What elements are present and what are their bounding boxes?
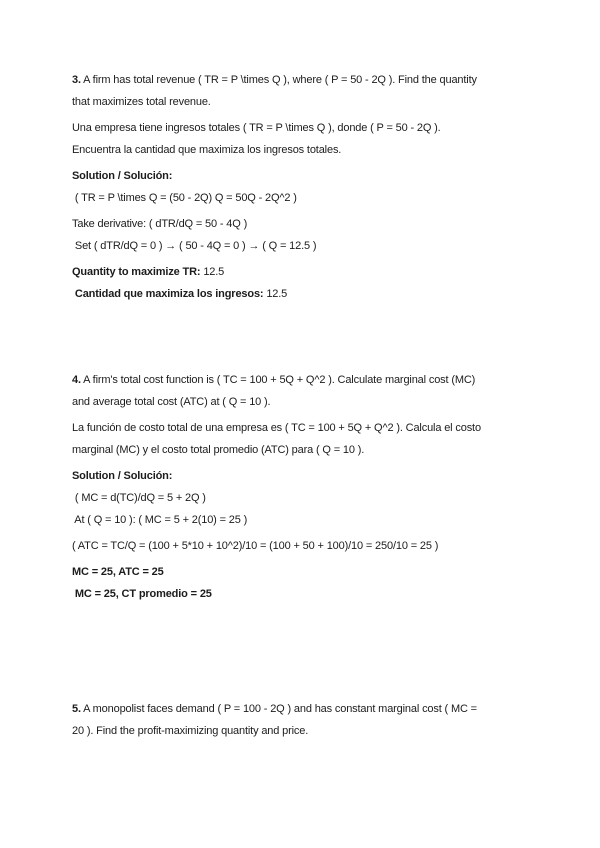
bold-text: 5.	[72, 703, 81, 715]
text-line	[72, 213, 540, 235]
paragraph	[72, 165, 540, 209]
paragraph	[72, 698, 540, 742]
text-line	[72, 465, 540, 487]
text: marginal (MC) y el costo total promedio (ATC) para ( Q = 10 ).	[72, 444, 365, 456]
text: A firm has total revenue ( TR = P \times Q ), where ( P = 50 - 2Q ). Find the quantity	[80, 74, 477, 86]
text: Take derivative: ( dTR/dQ = 50 - 4Q )	[72, 218, 248, 230]
text: and average total cost (ATC) at ( Q = 10 ).	[72, 396, 271, 408]
bold-text: MC = 25, CT promedio = 25	[72, 588, 212, 600]
paragraph	[72, 417, 540, 461]
text-line	[72, 439, 540, 461]
paragraph	[72, 117, 540, 161]
text-line	[72, 698, 540, 720]
bold-text: Quantity to maximize TR:	[72, 266, 201, 278]
text-line	[72, 583, 540, 605]
text: that maximizes total revenue.	[72, 96, 211, 108]
text-line	[72, 283, 540, 305]
paragraph	[72, 535, 540, 557]
text-line	[72, 91, 540, 113]
bold-text: 3.	[72, 74, 81, 86]
paragraph	[72, 69, 540, 113]
text: 20 ). Find the profit-maximizing quantity and price.	[72, 725, 309, 737]
paragraph	[72, 561, 540, 605]
text: At ( Q = 10 ): ( MC = 5 + 2(10) = 25 )	[72, 514, 248, 526]
text-line	[72, 261, 540, 283]
bold-text: 4.	[72, 374, 81, 386]
text-line	[72, 561, 540, 583]
text-line	[72, 139, 540, 161]
text: A firm's total cost function is ( TC = 100 + 5Q + Q^2 ). Calculate marginal cost (MC)	[80, 374, 476, 386]
paragraph	[72, 213, 540, 257]
text-line	[72, 391, 540, 413]
paragraph	[72, 465, 540, 531]
text: ( ATC = TC/Q = (100 + 5*10 + 10^2)/10 = (100 + 50 + 100)/10 = 250/10 = 25 )	[72, 540, 439, 552]
text: Set ( dTR/dQ = 0 ) → ( 50 - 4Q = 0 ) → ( Q = 12.5 )	[72, 240, 317, 252]
text-line	[72, 369, 540, 391]
text: 12.5	[200, 266, 225, 278]
text-line	[72, 720, 540, 742]
bold-text: Cantidad que maximiza los ingresos:	[72, 288, 264, 300]
text: ( TR = P \times Q = (50 - 2Q) Q = 50Q - 2Q^2 )	[72, 192, 297, 204]
text-line	[72, 417, 540, 439]
text-line	[72, 509, 540, 531]
text-line	[72, 535, 540, 557]
bold-text: Solution / Solución:	[72, 170, 173, 182]
text-line	[72, 187, 540, 209]
text-line	[72, 235, 540, 257]
text-line	[72, 487, 540, 509]
text: A monopolist faces demand ( P = 100 - 2Q ) and has constant marginal cost ( MC =	[80, 703, 477, 715]
bold-text: MC = 25, ATC = 25	[72, 566, 164, 578]
text: 12.5	[263, 288, 288, 300]
paragraph	[72, 261, 540, 305]
text-line	[72, 165, 540, 187]
text-line	[72, 69, 540, 91]
text: Una empresa tiene ingresos totales ( TR = P \times Q ), donde ( P = 50 - 2Q ).	[72, 122, 441, 134]
paragraph	[72, 369, 540, 413]
text-line	[72, 117, 540, 139]
text: La función de costo total de una empresa es ( TC = 100 + 5Q + Q^2 ). Calcula el costo	[72, 422, 481, 434]
text: ( MC = d(TC)/dQ = 5 + 2Q )	[72, 492, 206, 504]
text: Encuentra la cantidad que maximiza los ingresos totales.	[72, 144, 342, 156]
bold-text: Solution / Solución:	[72, 470, 173, 482]
